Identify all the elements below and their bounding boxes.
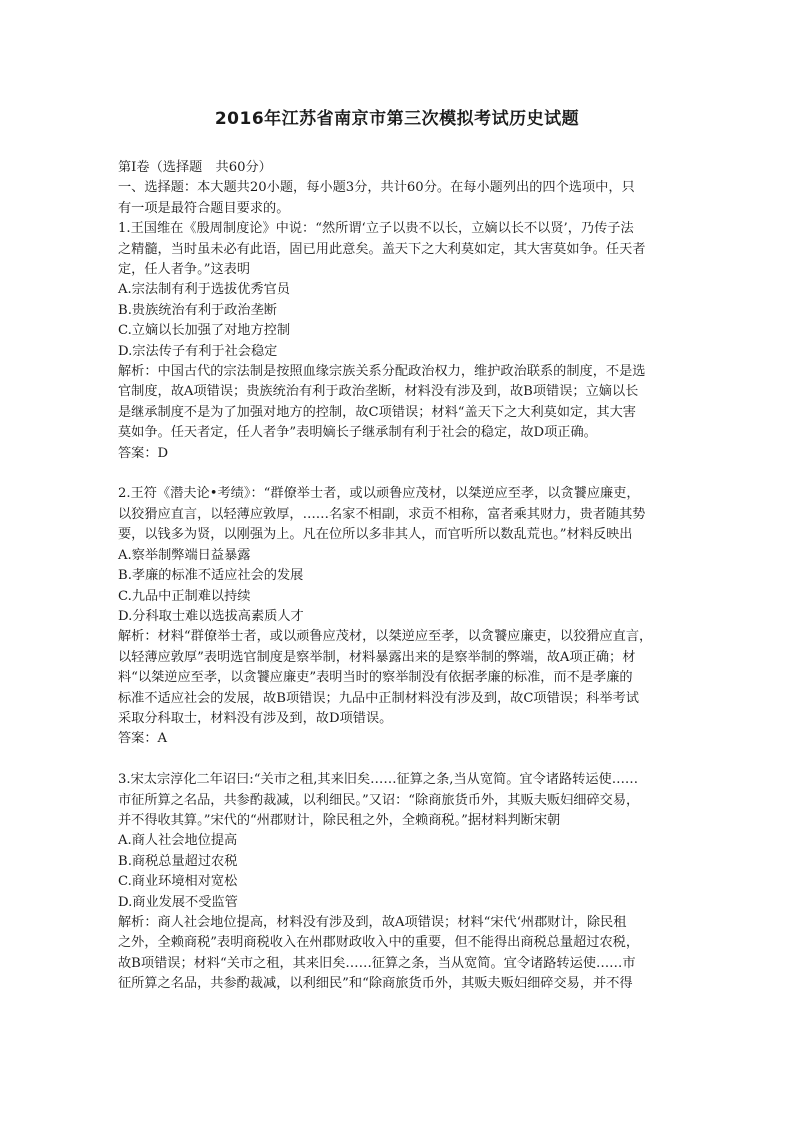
question-2-option-d: D.分科取士难以选拔高素质人才 [118, 608, 304, 624]
question-1-analysis: 莫如争。任天者定，任人者争”表明嫡长子继承制有利于社会的稳定，故D项正确。 [118, 425, 597, 441]
instructions-line: 一、选择题：本大题共20小题，每小题3分，共计60分。在每小题列出的四个选项中，只 [118, 180, 635, 196]
question-2-analysis: 以轻薄应敦厚”表明选官制度是察举制，材料暴露出来的是察举制的弊端，故A项正确；材 [118, 649, 636, 665]
question-3-option-a: A.商人社会地位提高 [118, 833, 238, 849]
question-3-analysis: 故B项错误；材料“关市之租，其来旧矣……征算之条，当从宽简。宜令诸路转运使……市 [118, 955, 636, 971]
question-3-stem: 3.宋太宗淳化二年诏曰:“关市之租,其来旧矣……征算之条,当从宽简。宜令诸路转运使…… [118, 772, 639, 788]
question-1-stem: 之精髓，当时虽未必有此语，固已用此意矣。盖天下之大利莫如定，其大害莫如争。任天者 [118, 241, 646, 257]
document-title: 2016年江苏省南京市第三次模拟考试历史试题 [214, 109, 580, 129]
document-body [118, 158, 678, 995]
question-2-stem: 2.王符《潜夫论•考绩》：“群僚举士者，或以顽鲁应茂材，以桀逆应至孝，以贪饕应廉吏， [118, 486, 640, 502]
paragraph-gap [118, 750, 678, 770]
question-1-stem: 1.王国维在《殷周制度论》中说：“然所谓‘立子以贵不以长，立嫡以长不以贤’，乃传子法 [118, 221, 634, 237]
question-1-option-c: C.立嫡以长加强了对地方控制 [118, 323, 291, 339]
question-3-analysis: 解析：商人社会地位提高，材料没有涉及到，故A项错误；材料“宋代‘州郡财计，除民租 [118, 915, 627, 930]
question-3-stem: 并不得收其算。”宋代的“州郡财计，除民租之外，全赖商税。”据材料判断宋朝 [118, 812, 561, 828]
question-2-analysis: 标准不适应社会的发展，故B项错误；九品中正制材料没有涉及到，故C项错误；科举考试 [118, 690, 639, 706]
question-1-analysis: 官制度，故A项错误；贵族统治有利于政治垄断，材料没有涉及到，故B项错误；立嫡以长 [118, 384, 639, 400]
question-3-analysis: 征所算之名品，共参酌裁减，以利细民”和“除商旅货币外，其贩夫贩妇细碎交易，并不得 [118, 976, 633, 992]
question-3-stem: 市征所算之名品，共参酌裁减，以利细民。”又诏：“除商旅货币外，其贩夫贩妇细碎交易， [118, 792, 640, 808]
question-1-stem: 定，任人者争。”这表明 [118, 262, 251, 278]
question-3-option-d: D.商业发展不受监管 [118, 894, 238, 910]
question-2-option-a: A.察举制弊端日益暴露 [118, 547, 251, 563]
question-2-analysis: 料“以桀逆应至孝，以贪饕应廉吏”表明当时的察举制没有依据孝廉的标准，而不是孝廉的 [118, 670, 633, 686]
section-header: 第Ⅰ卷（选择题 共60分） [118, 160, 272, 175]
question-2-stem: 以狡猾应直言，以轻薄应敦厚，……名家不相副，求贡不相称，富者乘其财力，贵者随其势 [118, 506, 646, 522]
instructions-line: 有一项是最符合题目要求的。 [118, 200, 290, 216]
question-1-option-b: B.贵族统治有利于政治垄断 [118, 302, 277, 318]
question-3-option-c: C.商业环境相对宽松 [118, 874, 238, 890]
question-1-option-d: D.宗法传子有利于社会稳定 [118, 343, 278, 359]
question-2-option-b: B.孝廉的标准不适应社会的发展 [118, 568, 304, 584]
paragraph-gap [118, 464, 678, 484]
question-1-option-a: A.宗法制有利于选拔优秀官员 [118, 282, 290, 298]
question-2-answer: 答案：A [118, 731, 168, 747]
question-2-analysis: 解析：材料“群僚举士者，或以顽鲁应茂材，以桀逆应至孝，以贪饕应廉吏，以狡猾应直言， [118, 629, 653, 645]
question-2-analysis: 采取分科取士，材料没有涉及到，故D项错误。 [118, 710, 393, 726]
question-2-stem: 要，以钱多为贤，以刚强为上。凡在位所以多非其人，而官听所以数乱荒也。”材料反映出 [118, 527, 633, 543]
question-1-analysis: 是继承制度不是为了加强对地方的控制，故C项错误；材料“盖天下之大利莫如定，其大害 [118, 404, 636, 420]
question-3-analysis: 之外，全赖商税”表明商税收入在州郡财政收入中的重要，但不能得出商税总量超过农税， [118, 935, 640, 951]
question-3-option-b: B.商税总量超过农税 [118, 853, 238, 869]
question-1-analysis: 解析：中国古代的宗法制是按照血缘宗族关系分配政治权力，维护政治联系的制度，不是选 [118, 364, 646, 380]
question-2-option-c: C.九品中正制难以持续 [118, 588, 251, 604]
question-1-answer: 答案：D [118, 445, 169, 461]
